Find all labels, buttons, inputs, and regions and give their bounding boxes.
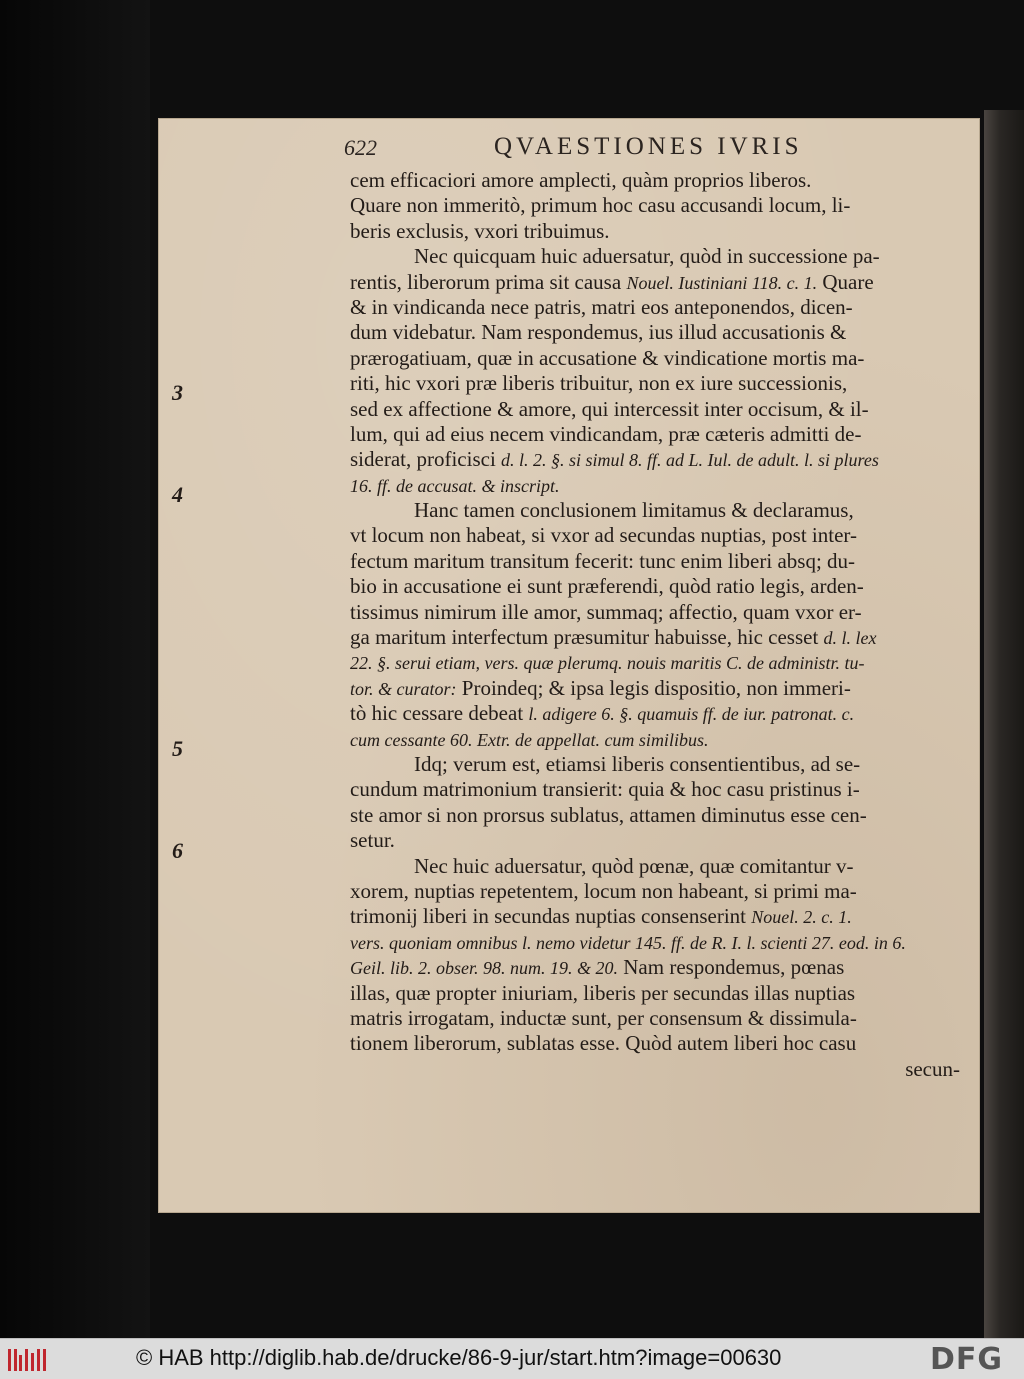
text-line — [350, 777, 960, 802]
legal-citation: 16. ff. de accusat. & inscript. — [350, 475, 560, 496]
line-text: matris irrogatam, inductæ sunt, per consensum & dissimula- — [350, 1005, 857, 1030]
legal-citation: tor. & curator: — [350, 678, 457, 699]
line-text: dum videbatur. Nam respondemus, ius illud accusationis & — [350, 320, 847, 345]
hab-barcode-icon — [6, 1345, 50, 1373]
line-text: cundum matrimonium transierit: quia & hoc casu pristinus i- — [350, 777, 860, 802]
line-text: secun- — [905, 1056, 960, 1081]
text-line — [350, 574, 960, 599]
legal-citation: cum cessante 60. Extr. de appellat. cum similibus. — [350, 729, 709, 750]
text-line — [350, 295, 960, 320]
copyright-url[interactable]: © HAB http://diglib.hab.de/drucke/86-9-jur/start.htm?image=00630 — [136, 1345, 782, 1370]
text-line — [350, 371, 960, 396]
text-line — [350, 270, 960, 295]
text-line — [350, 625, 960, 650]
text-line — [350, 244, 960, 269]
line-text: rentis, liberorum prima sit causa — [350, 269, 627, 294]
legal-citation: vers. quoniam omnibus l. nemo videtur 145. ff. de R. I. l. scienti 27. eod. in 6. — [350, 932, 906, 953]
text-line — [350, 879, 960, 904]
line-text: vt locum non habeat, si vxor ad secundas nuptias, post inter- — [350, 523, 857, 548]
line-text: Quare non immeritò, primum hoc casu accusandi locum, li- — [350, 193, 851, 218]
legal-citation: Nouel. 2. c. 1. — [751, 907, 852, 928]
line-text: setur. — [350, 828, 395, 853]
line-text: tionem liberorum, sublatas esse. Quòd autem liberi hoc casu — [350, 1031, 857, 1056]
margin-number: 6 — [172, 838, 183, 863]
left-margin-shadow — [0, 0, 150, 1338]
line-text: sed ex affectione & amore, qui intercessit inter occisum, & il- — [350, 396, 869, 421]
legal-citation: Nouel. Iustiniani 118. c. 1. — [626, 272, 818, 293]
text-line — [350, 701, 960, 726]
text-line — [350, 473, 960, 498]
line-text: bio in accusatione ei sunt præferendi, quòd ratio legis, arden- — [350, 574, 864, 599]
text-line — [350, 346, 960, 371]
legal-citation: Geil. lib. 2. obser. 98. num. 19. & 20. — [350, 958, 618, 979]
text-line — [350, 1057, 960, 1082]
line-text: tissimus nimirum ille amor, summaq; affectio, quam vxor er- — [350, 599, 862, 624]
line-text: beris exclusis, vxori tribuimus. — [350, 218, 610, 243]
text-line — [350, 523, 960, 548]
margin-number: 3 — [172, 380, 183, 405]
text-line — [350, 320, 960, 345]
text-line — [350, 828, 960, 853]
text-line — [350, 1006, 960, 1031]
text-line — [350, 904, 960, 929]
dfg-logo: DFG — [930, 1342, 1004, 1377]
text-line — [350, 930, 960, 955]
line-text: illas, quæ propter iniuriam, liberis per secundas illas nuptias — [350, 980, 856, 1005]
text-line — [350, 219, 960, 244]
line-text: siderat, proficisci — [350, 447, 502, 472]
line-text: tò hic cessare debeat — [350, 701, 529, 726]
line-text: ga maritum interfectum præsumitur habuisse, hic cesset — [350, 625, 824, 650]
text-line — [350, 854, 960, 879]
line-text: Nam respondemus, pœnas — [618, 955, 845, 980]
text-line — [350, 397, 960, 422]
line-text: & in vindicanda nece patris, matri eos anteponendos, dicen- — [350, 294, 853, 319]
text-line — [350, 981, 960, 1006]
line-text: lum, qui ad eius necem vindicandam, præ cæteris admitti de- — [350, 421, 862, 446]
text-line — [350, 498, 960, 523]
running-head: QVAESTIONES IVRIS — [494, 133, 803, 160]
page-number: 622 — [344, 135, 377, 160]
text-line — [350, 447, 960, 472]
book-edge — [984, 110, 1024, 1338]
legal-citation: d. l. lex — [823, 628, 877, 649]
text-line — [350, 600, 960, 625]
legal-citation: d. l. 2. §. si simul 8. ff. ad L. Iul. de adult. l. si plures — [501, 450, 879, 471]
text-line — [350, 752, 960, 777]
legal-citation: 22. §. serui etiam, vers. quæ plerumq. nouis maritis C. de administr. tu- — [350, 653, 865, 674]
margin-number: 4 — [172, 482, 183, 507]
text-line — [350, 168, 960, 193]
line-text: Hanc tamen conclusionem limitamus & declaramus, — [414, 498, 854, 523]
margin-number: 5 — [172, 736, 183, 761]
legal-citation: l. adigere 6. §. quamuis ff. de iur. patronat. c. — [528, 704, 855, 725]
text-line — [350, 676, 960, 701]
line-text: Nec quicquam huic aduersatur, quòd in successione pa- — [414, 244, 880, 269]
line-text: trimonij liberi in secundas nuptias consenserint — [350, 904, 752, 929]
page-text — [350, 168, 960, 1082]
footer-bar — [0, 1338, 1024, 1379]
line-text: riti, hic vxori præ liberis tribuitur, non ex iure successionis, — [350, 371, 848, 396]
text-line — [350, 803, 960, 828]
line-text: ste amor si non prorsus sublatus, attamen diminutus esse cen- — [350, 802, 867, 827]
line-text: Quare — [817, 269, 874, 294]
line-text: xorem, nuptias repetentem, locum non habeant, si primi ma- — [350, 878, 857, 903]
line-text: Nec huic aduersatur, quòd pœnæ, quæ comitantur v- — [414, 853, 854, 878]
book-page — [158, 118, 980, 1213]
line-text: prærogatiuam, quæ in accusatione & vindicatione mortis ma- — [350, 345, 865, 370]
text-line — [350, 549, 960, 574]
line-text: fectum maritum transitum fecerit: tunc enim liberi absq; du- — [350, 548, 856, 573]
text-line — [350, 193, 960, 218]
page-header — [344, 125, 864, 165]
text-line — [350, 650, 960, 675]
text-line — [350, 955, 960, 980]
line-text: Proindeq; & ipsa legis dispositio, non immeri- — [456, 675, 851, 700]
line-text: Idq; verum est, etiamsi liberis consentientibus, ad se- — [414, 751, 861, 776]
text-line — [350, 422, 960, 447]
line-text: cem efficaciori amore amplecti, quàm proprios liberos. — [350, 168, 812, 192]
text-line — [350, 1031, 960, 1056]
text-line — [350, 727, 960, 752]
